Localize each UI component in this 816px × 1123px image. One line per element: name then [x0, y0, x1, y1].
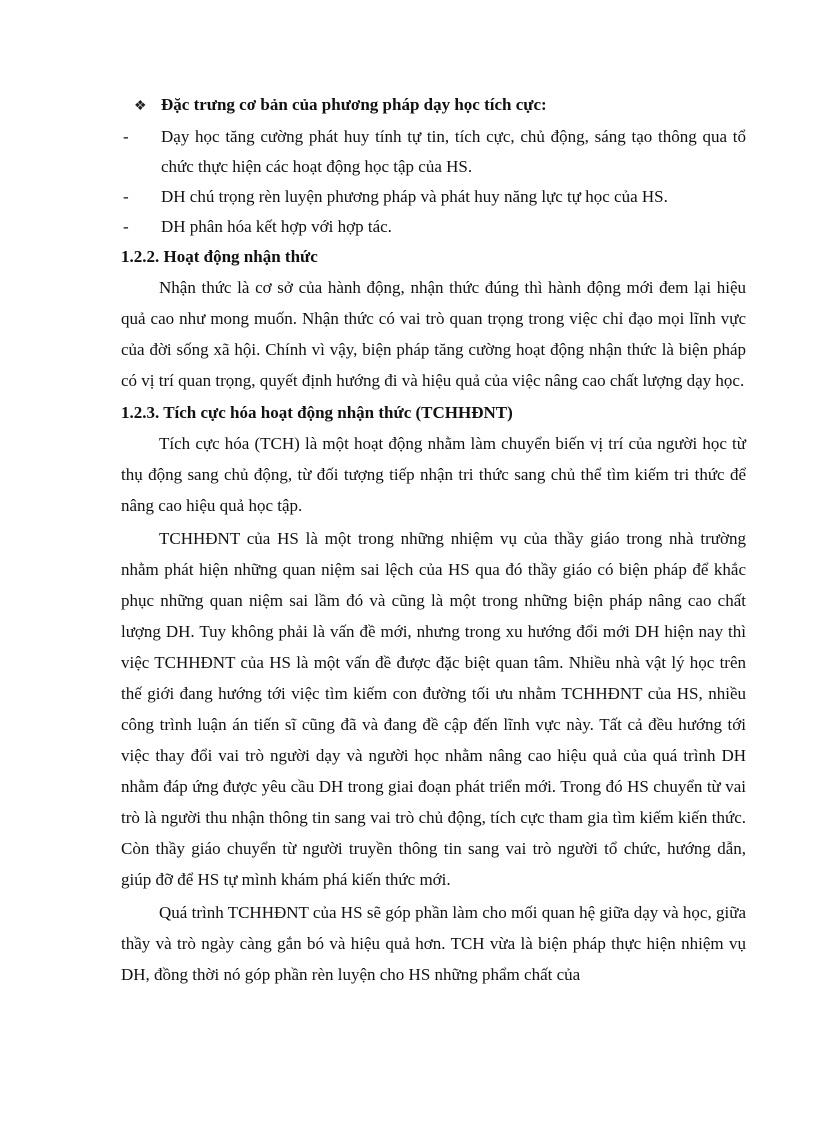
paragraph: Quá trình TCHHĐNT của HS sẽ góp phần làm cho mối quan hệ giữa dạy và học, giữa thầy và trò ngày càng gắn bó và hiệu quả hơn. TCH vừa là biện pháp thực hiện nhiệm vụ DH, đồng thời nó góp phần rèn luyện cho HS những phẩm chất của	[121, 903, 746, 984]
list-item-text: DH phân hóa kết hợp với hợp tác.	[161, 217, 392, 236]
list-item	[121, 182, 746, 212]
paragraph: TCHHĐNT của HS là một trong những nhiệm vụ của thầy giáo trong nhà trường nhằm phát hiện những quan niệm sai lệch của HS qua đó thầy giáo có biện pháp để khắc phục những quan niệm sai lầm đó và cũng là một trong những biện pháp nâng cao chất lượng DH. Tuy không phải là vấn đề mới, nhưng trong xu hướng đổi mới DH hiện nay thì việc TCHHĐNT của HS là một vấn đề được đặc biệt quan tâm. Nhiều nhà vật lý học trên thế giới đang hướng tới việc tìm kiếm con đường tối ưu nhằm TCHHĐNT của HS, nhiều công trình luận án tiến sĩ cũng đã và đang đề cập đến lĩnh vực này. Tất cả đều hướng tới việc thay đổi vai trò người dạy và người học nhằm nâng cao hiệu quả của quá trình DH nhằm đáp ứng được yêu cầu DH trong giai đoạn phát triển mới. Trong đó HS chuyển từ vai trò là người thu nhận thông tin sang vai trò chủ động, tích cực tham gia tìm kiếm kiến thức. Còn thầy giáo chuyển từ người truyền thông tin sang vai trò người tổ chức, hướng dẫn, giúp đỡ để HS tự mình khám phá kiến thức mới.	[121, 529, 746, 889]
dash-marker: -	[123, 217, 129, 236]
list-item	[121, 122, 746, 182]
section-title-123: 1.2.3. Tích cực hóa hoạt động nhận thức (TCHHĐNT)	[121, 403, 513, 422]
list-item	[121, 212, 746, 242]
list-item-text: Dạy học tăng cường phát huy tính tự tin, tích cực, chủ động, sáng tạo thông qua tổ chức thực hiện các hoạt động học tập của HS.	[161, 127, 746, 176]
heading-title: Đặc trưng cơ bản của phương pháp dạy học tích cực:	[161, 95, 547, 114]
section-title-122: 1.2.2. Hoạt động nhận thức	[121, 247, 318, 266]
section-heading-features	[134, 90, 746, 122]
list-item-text: DH chú trọng rèn luyện phương pháp và phát huy năng lực tự học của HS.	[161, 187, 668, 206]
document-page	[121, 90, 746, 992]
dash-marker: -	[123, 187, 129, 206]
paragraph: Nhận thức là cơ sở của hành động, nhận thức đúng thì hành động mới đem lại hiệu quả cao như mong muốn. Nhận thức có vai trò quan trọng trong việc chỉ đạo mọi lĩnh vực của đời sống xã hội. Chính vì vậy, biện pháp tăng cường hoạt động nhận thức là biện pháp có vị trí quan trọng, quyết định hướng đi và hiệu quả của việc nâng cao chất lượng dạy học.	[121, 278, 746, 390]
paragraph: Tích cực hóa (TCH) là một hoạt động nhằm làm chuyển biến vị trí của người học từ thụ động sang chủ động, từ đối tượng tiếp nhận tri thức sang chủ thể tìm kiếm tri thức để nâng cao hiệu quả học tập.	[121, 434, 746, 515]
dash-marker: -	[123, 127, 129, 146]
diamond-bullet-icon: ❖	[134, 99, 147, 114]
